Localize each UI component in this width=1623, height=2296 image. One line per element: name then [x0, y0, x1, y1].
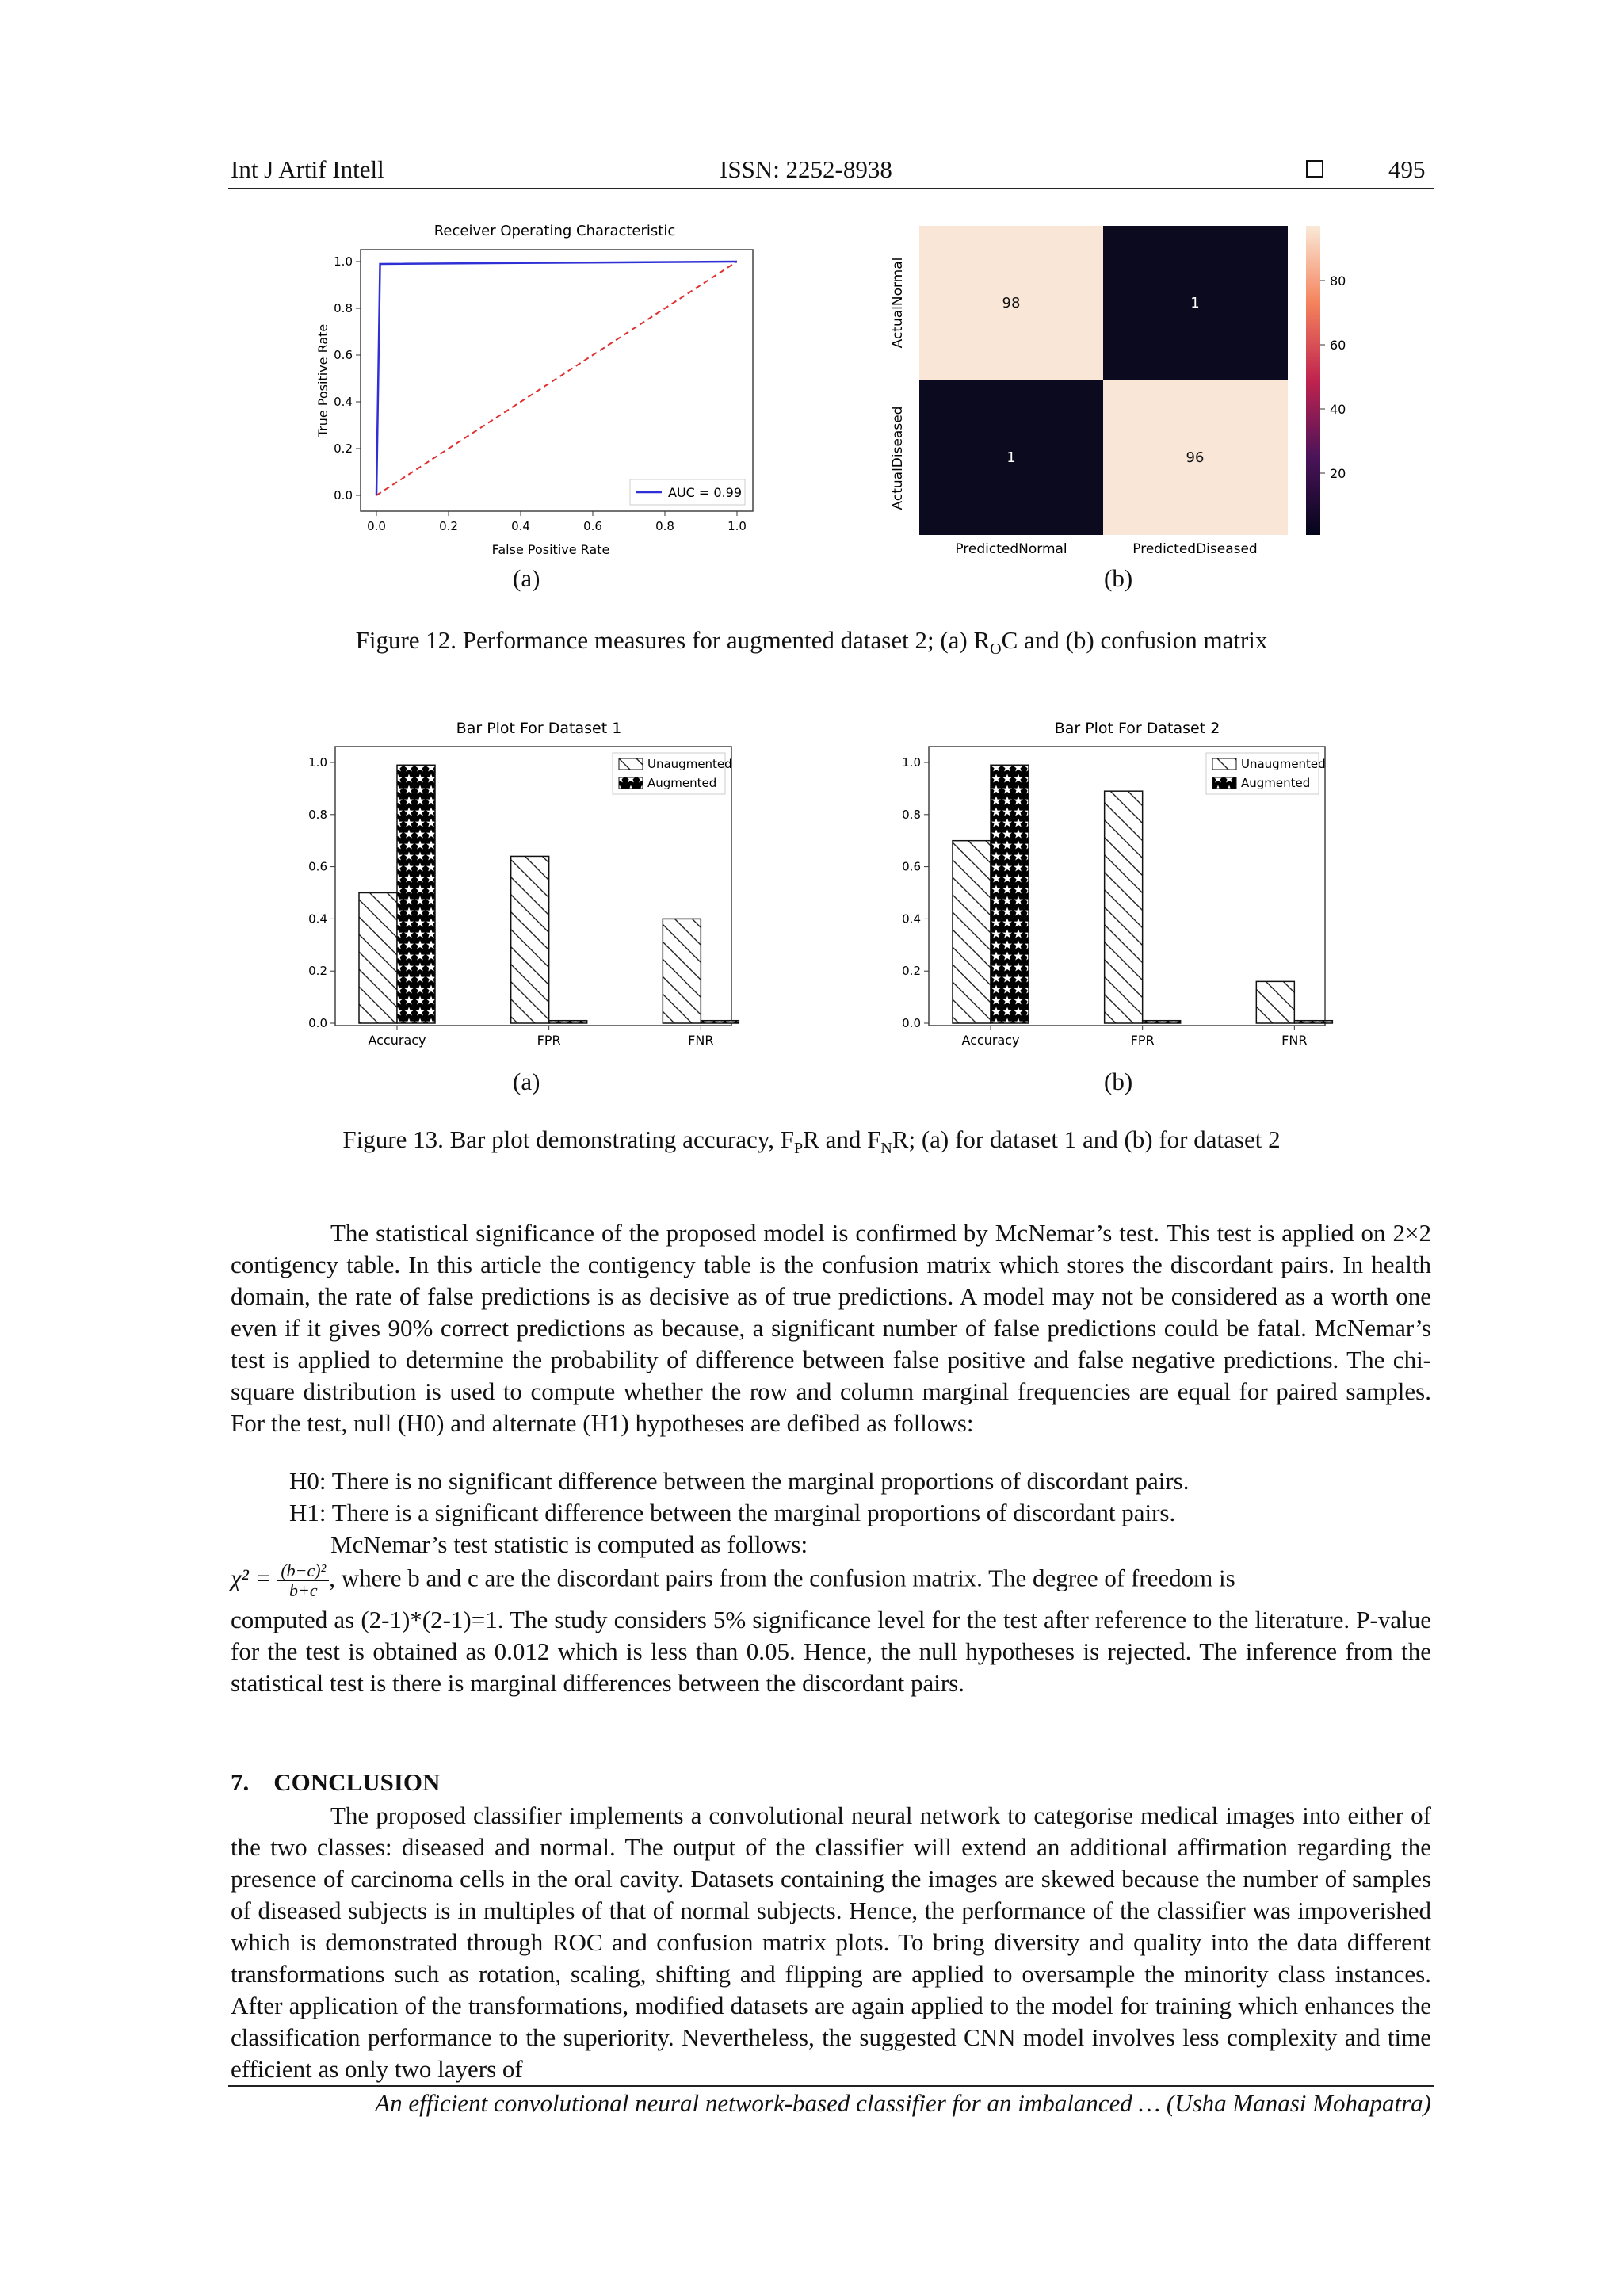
bar2-yticks [902, 755, 929, 1030]
roc-xtick-label: 0.6 [583, 519, 602, 533]
ytick-label: 0.8 [308, 807, 327, 822]
bar1-legend-augmented: Augmented [647, 776, 717, 790]
cbar-tick-20: 20 [1330, 466, 1346, 481]
statistic-intro: McNemar’s test statistic is computed as follows: [330, 1530, 808, 1558]
fig12-label-b: (b) [1104, 564, 1133, 592]
roc-chance-line [376, 262, 737, 495]
roc-ytick-label: 0.0 [334, 488, 353, 502]
bar2-legend-augmented: Augmented [1241, 776, 1311, 790]
bar-accuracy-augmented [397, 765, 435, 1023]
paragraph-conclusion: The proposed classifier implements a convolutional neural network to categorise medical images into either of the two classes: diseased and normal. The output of the classifier will extend an additional affirmation regarding the presence of carcinoma cells in the oral cavity. Datasets containing the images are skewed because the number of samples of diseased subjects is in multiples of that of normal subjects. Hence, the performance of the classifier was impoverished which is demonstrated through ROC and confusion matrix plots. To bring diversity and quality into the data different transformations such as rotation, scaling, shifting and flipping are applied to oversample the minority class instances. After application of the transformations, modified datasets are again applied to the model for training which enhances the classification performance to the superiority. Nevertheless, the suggested CNN model involves less complexity and time efficient as only two layers of [231, 1801, 1431, 2083]
paragraph-pvalue: computed as (2-1)*(2-1)=1. The study considers 5% significance level for the test after reference to the literature. P-value for the test is obtained as 0.012 which is less than 0.05. Hence, the null hypotheses is rejected. The inference from the statistical test is there is marginal differences between the discordant pairs. [231, 1606, 1431, 1697]
ytick-label: 0.2 [308, 964, 327, 979]
bar1-legend-unaugmented: Unaugmented [647, 757, 732, 771]
roc-xtick-label: 0.4 [511, 519, 530, 533]
bar-fpr-augmented [1143, 1021, 1181, 1023]
roc-ytick-label: 0.8 [334, 301, 353, 315]
roc-title: Receiver Operating Characteristic [433, 223, 676, 239]
hypothesis-h0: H0: There is no significant difference between the marginal proportions of discordant pairs. [289, 1467, 1190, 1495]
xtick-label-fnr: FNR [688, 1033, 714, 1048]
roc-axes-frame [361, 250, 753, 511]
bar-fpr-augmented [549, 1021, 587, 1023]
bar2-xticks [961, 1026, 1307, 1048]
roc-xtick-label: 0.8 [655, 519, 674, 533]
cbar-tick-40: 40 [1330, 402, 1346, 417]
ytick-label: 0.0 [902, 1016, 921, 1030]
fig13-label-b: (b) [1104, 1068, 1133, 1095]
ytick-label: 0.6 [308, 859, 327, 874]
bar2-bars [953, 765, 1332, 1023]
roc-legend-label: AUC = 0.99 [668, 485, 743, 500]
cm-row-label-1: ActualDiseased [890, 406, 906, 510]
chi-square-fraction: $\frac{\text{(b−c)²}}{b+c}$ [277, 1561, 329, 1600]
header-rule [228, 188, 1434, 189]
ytick-label: 1.0 [308, 755, 327, 770]
bar-fnr-unaugmented [663, 919, 701, 1023]
bar1-xticks [368, 1026, 713, 1048]
ytick-label: 0.4 [902, 911, 921, 926]
chi-square-text: , where b and c are the discordant pairs from the confusion matrix. The degree of freedom is [329, 1564, 1235, 1592]
roc-xlabel: False Positive Rate [491, 542, 610, 557]
cm-value-1-0: 1 [1006, 449, 1016, 466]
journal-name: Int J Artif Intell [231, 155, 384, 183]
bar-fpr-unaugmented [1105, 791, 1143, 1023]
page-number: 495 [1388, 155, 1426, 183]
bar-accuracy-augmented [991, 765, 1029, 1023]
bar1-bars [359, 765, 739, 1023]
figure12-caption: Figure 12. Performance measures for augmented dataset 2; (a) $R_OC$ and (b) confusion matrix [355, 626, 1268, 659]
xtick-label-fpr: FPR [537, 1033, 561, 1048]
cm-value-1-1: 96 [1186, 449, 1205, 466]
ytick-label: 0.0 [308, 1016, 327, 1030]
xtick-label-accuracy: Accuracy [961, 1033, 1020, 1048]
roc-ylabel: True Positive Rate [315, 323, 330, 437]
bar-fnr-unaugmented [1256, 981, 1294, 1023]
cbar-tick-60: 60 [1330, 338, 1346, 353]
cbar-tick-80: 80 [1330, 273, 1346, 288]
ytick-label: 0.4 [308, 911, 327, 926]
cm-col-label-1: PredictedDiseased [1132, 541, 1258, 557]
bar2-legend-swatch-augmented [1212, 777, 1236, 789]
footer-rule [228, 2085, 1434, 2087]
bar1-title: Bar Plot For Dataset 1 [456, 720, 622, 737]
issn: ISSN: 2252-8938 [720, 155, 892, 183]
confusion-matrix [880, 214, 1379, 563]
paragraph-mcnemar: The statistical significance of the proposed model is confirmed by McNemar’s test. This test is applied on 2×2 contigency table. In this article the contigency table is the confusion matrix which stores the discordant pairs. In health domain, the rate of false predictions is as decisive as of true predictions. A model may not be considered as a worth one even if it gives 90% correct predictions as because, a significant number of false predictions could be fatal. McNemar’s test is applied to determine the probability of difference between false positive and false negative predictions. The chi-square distribution is used to compute whether the row and column marginal frequencies are equal for paired samples. For the test, null (H0) and alternate (H1) hypotheses are defibed as follows: [231, 1219, 1431, 1437]
bar2-title: Bar Plot For Dataset 2 [1054, 720, 1220, 737]
xtick-label-fnr: FNR [1281, 1033, 1308, 1048]
xtick-label-fpr: FPR [1130, 1033, 1155, 1048]
section-heading-conclusion: 7. CONCLUSION [231, 1768, 441, 1796]
ytick-label: 0.6 [902, 859, 921, 874]
cm-value-0-0: 98 [1002, 295, 1021, 311]
hypothesis-h1: H1: There is a significant difference between the marginal proportions of discordant pairs. [289, 1499, 1176, 1526]
bar-accuracy-unaugmented [953, 841, 991, 1023]
bar2-legend-unaugmented: Unaugmented [1241, 757, 1326, 771]
cm-col-label-0: PredictedNormal [955, 541, 1067, 557]
fig13-label-a: (a) [513, 1068, 540, 1095]
roc-xtick-label: 1.0 [727, 519, 747, 533]
bar1-legend-swatch-unaugmented [619, 758, 643, 770]
bar-accuracy-unaugmented [359, 893, 397, 1024]
roc-ytick-label: 0.2 [334, 441, 353, 456]
bar-chart-dataset-1 [281, 717, 789, 1066]
roc-ytick-label: 0.6 [334, 348, 353, 362]
fig12-label-a: (a) [513, 564, 540, 592]
footer-running-title: An efficient convolutional neural network-based classifier for an imbalanced … (Usha Manasi Mohapatra) [375, 2089, 1431, 2117]
roc-xtick-label: 0.0 [367, 519, 386, 533]
roc-ytick-label: 0.4 [334, 395, 353, 409]
ytick-label: 0.8 [902, 807, 921, 822]
ytick-label: 1.0 [902, 755, 921, 770]
cm-value-0-1: 1 [1190, 295, 1200, 311]
xtick-label-accuracy: Accuracy [368, 1033, 426, 1048]
chi-square-symbol: χ² = [231, 1564, 272, 1592]
bar1-yticks [308, 755, 335, 1030]
square-icon [1306, 160, 1323, 178]
roc-chart [313, 218, 757, 567]
bar1-legend-swatch-augmented [619, 777, 643, 789]
cm-row-label-0: ActualNormal [890, 257, 906, 349]
bar-chart-dataset-2 [880, 717, 1387, 1066]
bar-fnr-augmented [1294, 1021, 1332, 1023]
cm-colorbar [1306, 226, 1320, 535]
bar-fpr-unaugmented [511, 856, 549, 1023]
roc-ytick-label: 1.0 [334, 254, 353, 269]
bar-fnr-augmented [701, 1021, 739, 1023]
roc-xtick-label: 0.2 [439, 519, 458, 533]
chi-square-line [231, 1561, 1431, 1600]
figure13-caption: Figure 13. Bar plot demonstrating accuracy, $F_PR$ and $F_NR$; (a) for dataset 1 and (b) for dataset 2 [342, 1125, 1281, 1158]
bar2-legend-swatch-unaugmented [1212, 758, 1236, 770]
ytick-label: 0.2 [902, 964, 921, 979]
